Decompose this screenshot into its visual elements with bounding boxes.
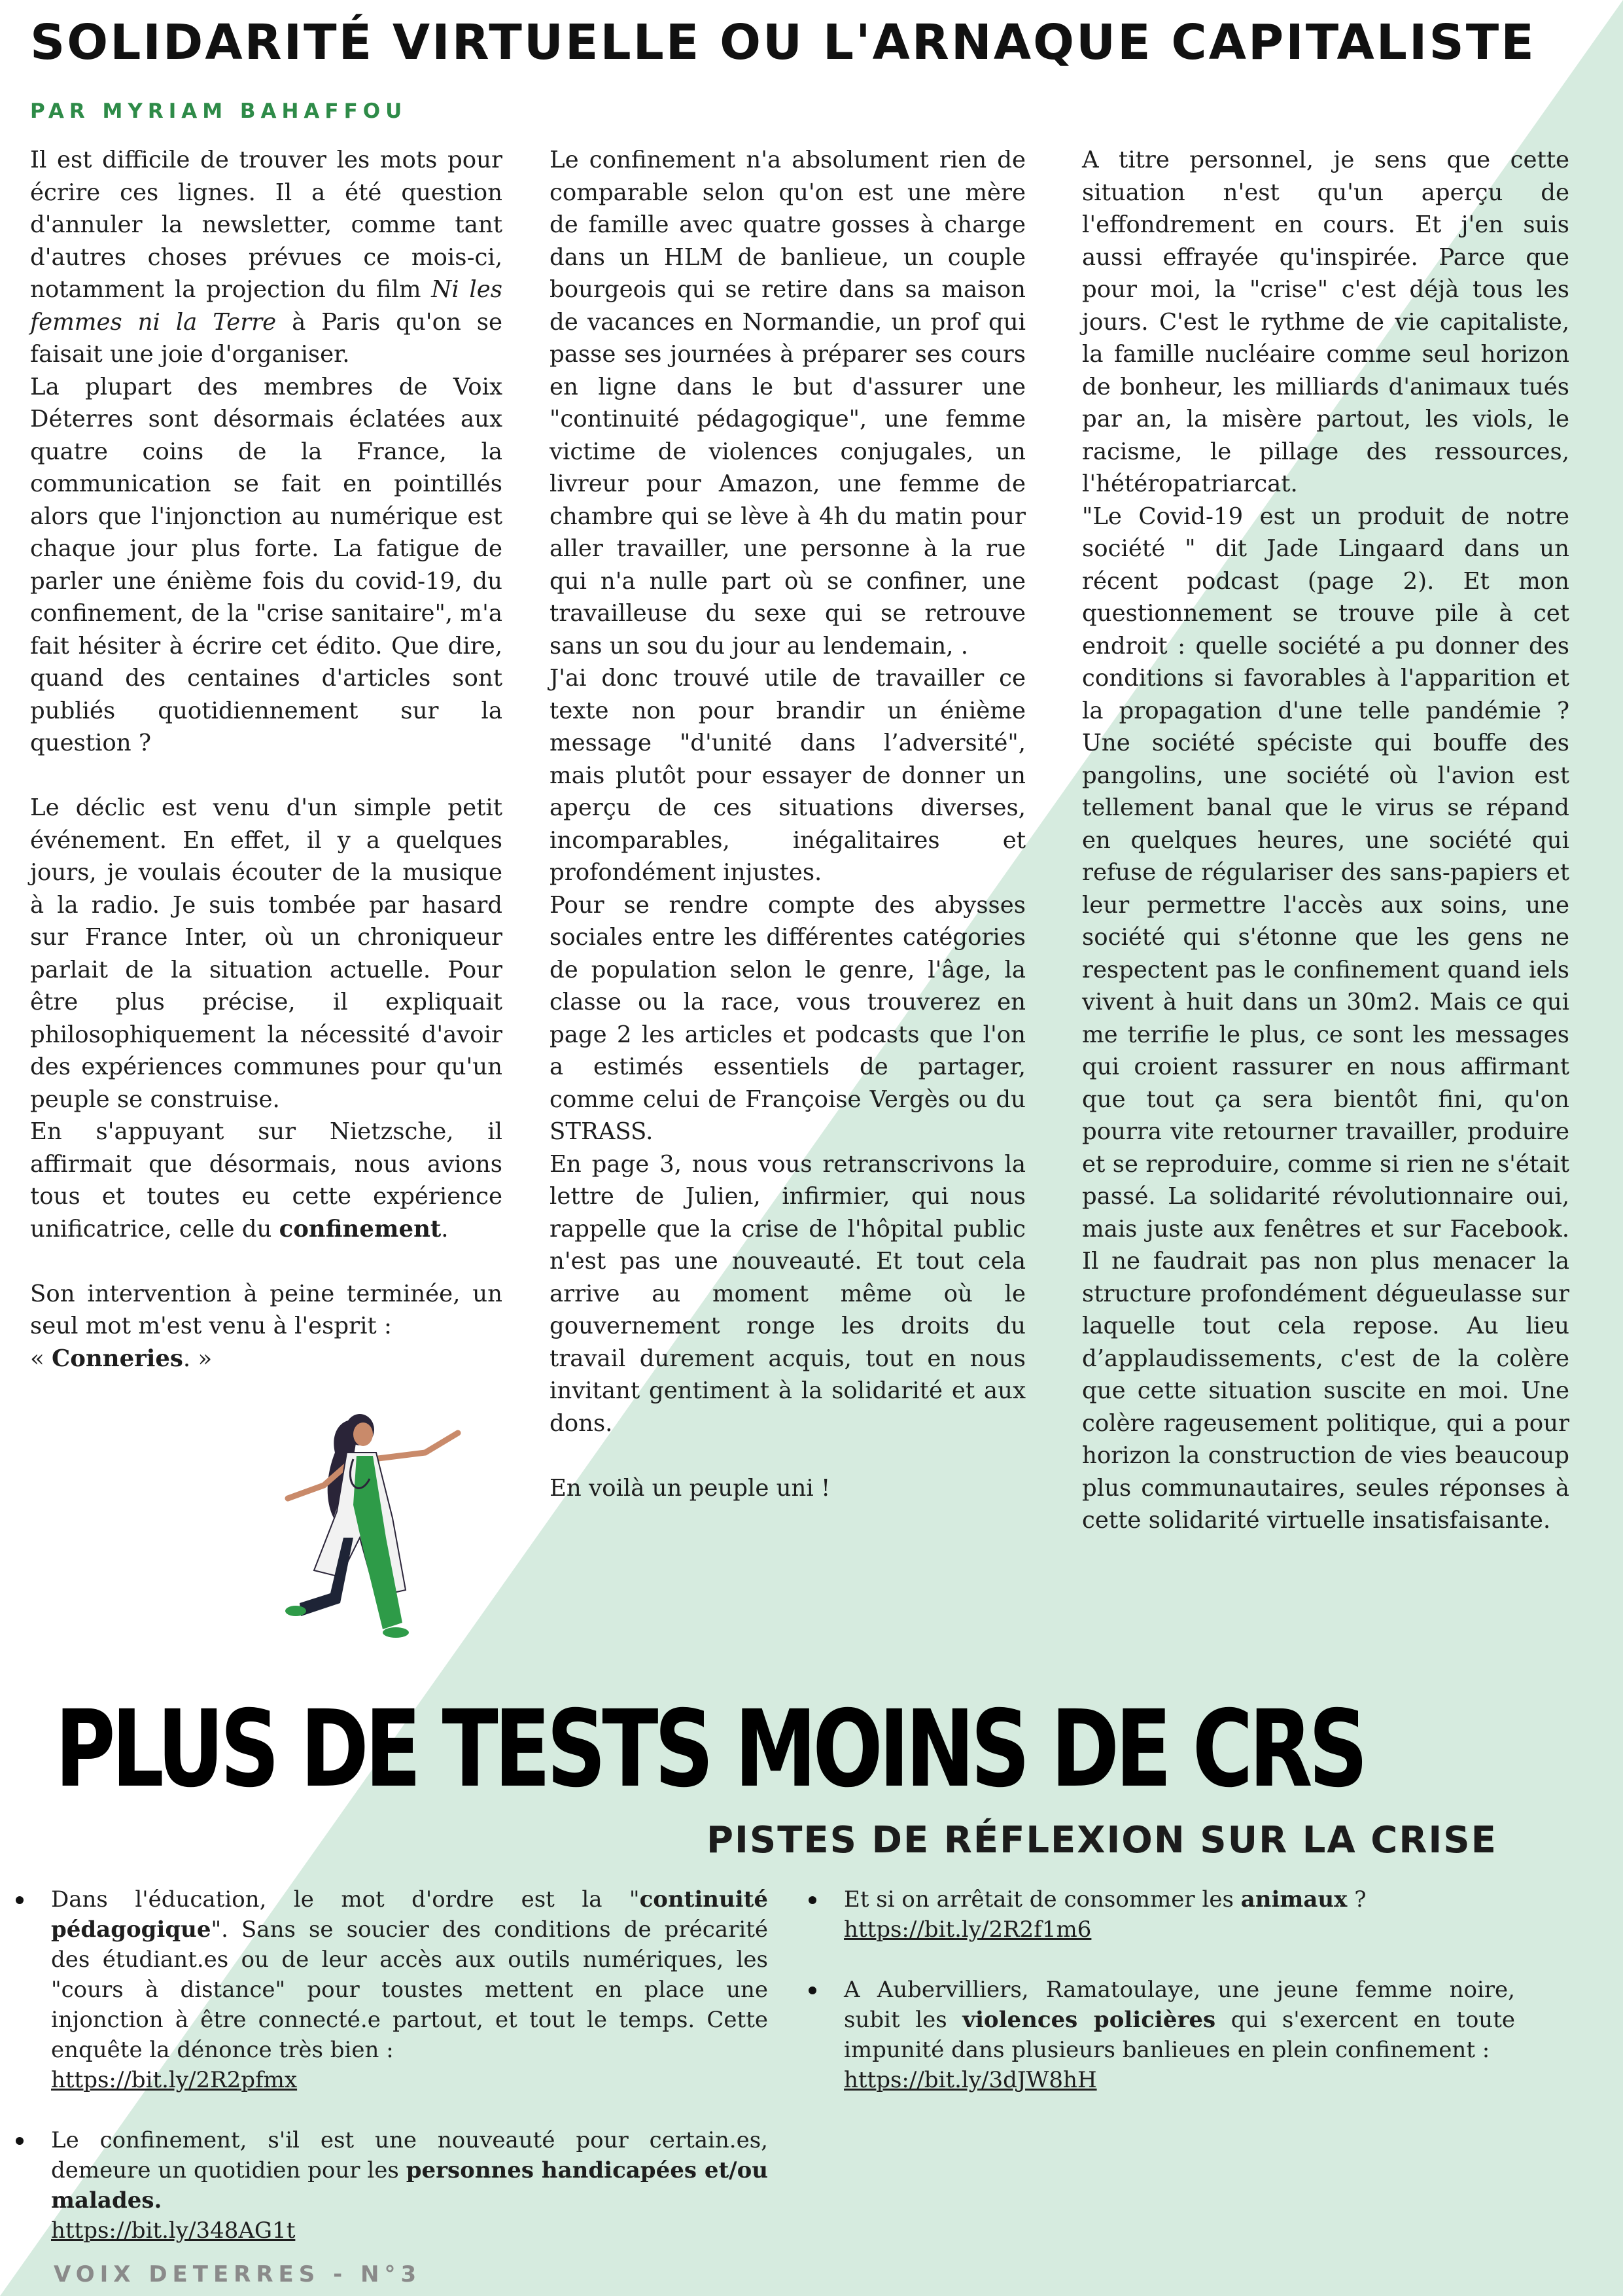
paragraph: Il est difficile de trouver les mots pour écrire ces lignes. Il a été question d'annuler la newsletter, comme tant d'autres choses prévues ce mois-ci, notamment la projection du film Ni les femmes ni la Terre à Paris qu'on se faisait une joie d'organiser. — [30, 147, 502, 368]
list-item: A Aubervilliers, Ramatoulaye, une jeune femme noire, subit les violences policières qui s'exercent en toute impunité dans plusieurs banlieues en plein confinement : https://bit.ly/3dJW8hH — [809, 1975, 1515, 2095]
bullet-icon — [809, 1896, 816, 1904]
paragraph: A titre personnel, je sens que cette situation n'est qu'un aperçu de l'effondrement en cours. Et j'en suis aussi effrayée qu'inspirée. Parce que pour moi, la "crise" c'est déjà tous les jours. C'est le rythme de vie capitaliste, la famille nucléaire comme seul horizon de bonheur, les milliards d'animaux tués par an, la misère partout, les viols, le racisme, le pillage des ressources, l'hétéropatriarcat. — [1082, 147, 1569, 497]
page-title: SOLIDARITÉ VIRTUELLE OU L'ARNAQUE CAPITALISTE — [30, 14, 1536, 71]
list-item: Le confinement, s'il est une nouveauté pour certain.es, demeure un quotidien pour les personnes handicapées et/ou malades. https://bit.ly/348AG1t — [16, 2125, 768, 2246]
article-column-1 — [30, 144, 502, 1375]
paragraph: Pour se rendre compte des abysses sociales entre les différentes catégories de population selon le genre, l'âge, la classe ou la race, vous trouverez en page 2 les articles et podcasts que l'on a estimés essentiels de partager, comme celui de Françoise Vergès ou du STRASS. — [550, 891, 1026, 1145]
author-byline: PAR MYRIAM BAHAFFOU — [30, 99, 408, 123]
paragraph: En voilà un peuple uni ! — [550, 1474, 831, 1502]
paragraph: « Conneries. » — [30, 1345, 213, 1372]
section-subheading: PISTES DE RÉFLEXION SUR LA CRISE — [707, 1819, 1497, 1862]
bullet-icon — [16, 2137, 24, 2145]
bullet-icon — [809, 1987, 816, 1994]
running-nurse-illustration — [262, 1407, 478, 1662]
paragraph: La plupart des membres de Voix Déterres sont désormais éclatées aux quatre coins de la France, la communication se fait en pointillés alors que l'injonction au numérique est chaque jour plus forte. La fatigue de parler une énième fois du covid-19, du confinement, de la "crise sanitaire", m'a fait hésiter à écrire cet édito. Que dire, quand des centaines d'articles sont publiés quotidiennement sur la question ? — [30, 373, 502, 756]
article-column-3 — [1082, 144, 1569, 1537]
bullet-icon — [16, 1896, 24, 1904]
banner-headline: PLUS DE TESTS MOINS DE CRS — [55, 1688, 1365, 1811]
paragraph: "Le Covid-19 est un produit de notre société " dit Jade Lingaard dans un récent podcast (page 2). Et mon questionnement se trouve pile à cet endroit : quelle société a pu donner des conditions si favorables à l'apparition et la propagation d'une telle pandémie ? Une société spéciste qui bouffe des pangolins, une société où l'avion est tellement banal que le virus se répand en quelques heures, une société qui refuse de régulariser des sans-papiers et leur permettre l'accès aux soins, une société qui s'étonne que les gens ne respectent pas le confinement quand iels vivent à huit dans un 30m2. Mais ce qui me terrifie le plus, ce sont les messages qui croient rassurer en nous affirmant que tout ça sera bientôt fini, qu'on pourra vite retourner travailler, produire et se reproduire, comme si rien ne s'était passé. La solidarité révolutionnaire oui, mais juste aux fenêtres et sur Facebook. Il ne faudrait pas non plus menacer la structure profondément dégueulasse sur laquelle tout cela repose. Au lieu d’applaudissements, c'est de la colère que cette situation suscite en moi. Une colère rageusement politique, qui a pour horizon la construction de vies beaucoup plus communautaires, seules réponses à cette solidarité virtuelle insatisfaisante. — [1082, 503, 1569, 1534]
resource-link[interactable]: https://bit.ly/2R2pfmx — [51, 2067, 298, 2093]
paragraph: En page 3, nous vous retranscrivons la lettre de Julien, infirmier, qui nous rappelle que la crise de l'hôpital public n'est pas une nouveauté. Et tout cela arrive au moment même où le gouvernement ronge les droits du travail durement acquis, tout en nous invitant gentiment à la solidarité et aux dons. — [550, 1150, 1026, 1437]
list-item: Et si on arrêtait de consommer les animaux ? https://bit.ly/2R2f1m6 — [809, 1884, 1515, 1945]
paragraph: En s'appuyant sur Nietzsche, il affirmait que désormais, nous avions tous et toutes eu cette expérience unificatrice, celle du confinement. — [30, 1118, 502, 1243]
list-item: Dans l'éducation, le mot d'ordre est la "continuité pédagogique". Sans se soucier des conditions de précarité des étudiant.es ou de leur accès aux outils numériques, les "cours à distance" pour toustes mettent en place une injonction à être connecté.e partout, et tout le temps. Cette enquête la dénonce très bien : https://bit.ly/2R2pfmx — [16, 1884, 768, 2095]
paragraph: Le confinement n'a absolument rien de comparable selon qu'on est une mère de famille avec quatre gosses à charge dans un HLM de banlieue, un couple bourgeois qui se retire dans sa maison de vacances en Normandie, un prof qui passe ses journées à préparer ses cours en ligne dans le but d'assurer une "continuité pédagogique", une femme victime de violences conjugales, un livreur pour Amazon, une femme de chambre qui se lève à 4h du matin pour aller travailler, une personne à la rue qui n'a nulle part où se confiner, une travailleuse du sexe qui se retrouve sans un sou du jour au lendemain, . — [550, 147, 1026, 660]
paragraph: J'ai donc trouvé utile de travailler ce texte non pour brandir un énième message "d'unité dans l’adversité", mais plutôt pour essayer de donner un aperçu de ces situations diverses, incomparables, inégalitaires et profondément injustes. — [550, 665, 1026, 886]
article-column-2 — [550, 144, 1026, 1504]
resource-link[interactable]: https://bit.ly/3dJW8hH — [844, 2067, 1097, 2093]
resource-link[interactable]: https://bit.ly/348AG1t — [51, 2217, 296, 2244]
resource-link[interactable]: https://bit.ly/2R2f1m6 — [844, 1916, 1092, 1943]
paragraph: Le déclic est venu d'un simple petit événement. En effet, il y a quelques jours, je voulais écouter de la musique à la radio. Je suis tombée par hasard sur France Inter, où un chroniqueur parlait de la situation actuelle. Pour être plus précise, il expliquait philosophiquement la nécessité d'avoir des expériences communes pour qu'un peuple se construise. — [30, 794, 502, 1113]
resource-list-right — [809, 1884, 1515, 2125]
paragraph: Son intervention à peine terminée, un seul mot m'est venu à l'esprit : — [30, 1280, 502, 1339]
resource-list-left — [16, 1884, 768, 2276]
footer-issue-label: VOIX DETERRES - N°3 — [54, 2261, 422, 2287]
